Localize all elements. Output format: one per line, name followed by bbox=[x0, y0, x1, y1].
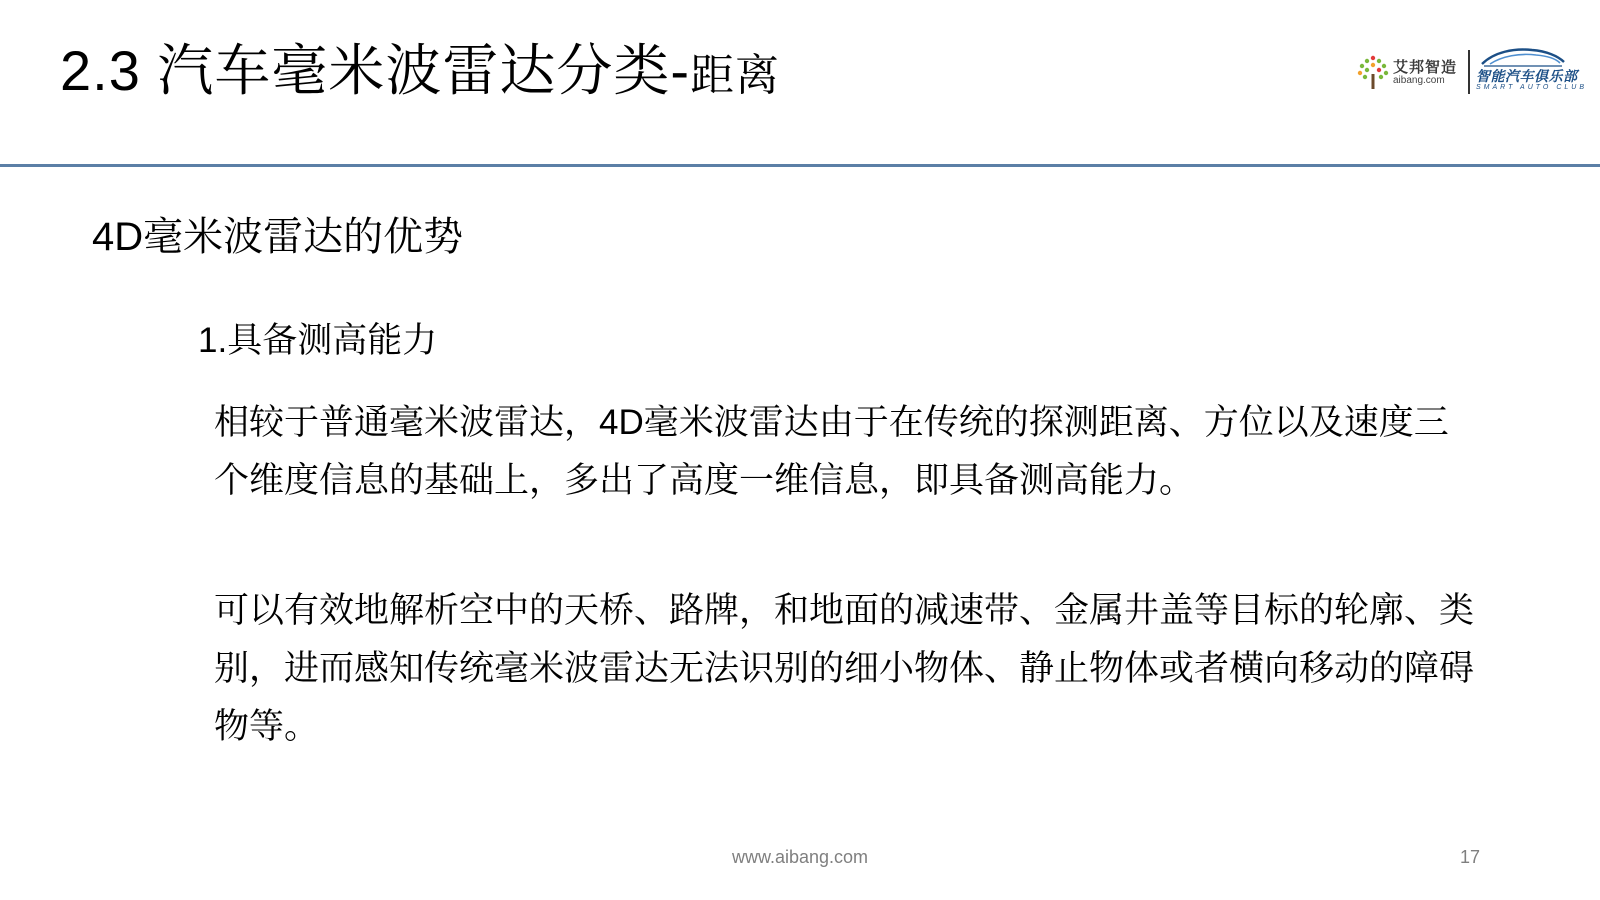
aibang-logo bbox=[1356, 54, 1468, 90]
slide-title-suffix: 距离 bbox=[690, 51, 781, 100]
paragraph-1: 相较于普通毫米波雷达，4D毫米波雷达由于在传统的探测距离、方位以及速度三个维度信息的基础上，多出了高度一维信息，即具备测高能力。 bbox=[214, 403, 1449, 500]
aibang-url: aibang.com bbox=[1393, 75, 1445, 86]
club-name: 智能汽车俱乐部 bbox=[1476, 68, 1578, 84]
aibang-name: 艾邦智造 bbox=[1393, 59, 1458, 76]
smart-auto-club-logo bbox=[1474, 46, 1587, 98]
page-number: 17 bbox=[1459, 847, 1480, 867]
slide-title bbox=[60, 36, 780, 111]
footer-url: www.aibang.com bbox=[731, 847, 869, 867]
header-logos bbox=[1356, 46, 1587, 98]
club-english-name: SMART AUTO CLUB bbox=[1476, 84, 1587, 91]
section-title: 4D毫米波雷达的优势 bbox=[92, 215, 464, 259]
slide-title-main: 2.3 汽车毫米波雷达分类- bbox=[60, 39, 691, 102]
point-title: 1.具备测高能力 bbox=[198, 321, 438, 360]
paragraph-2: 可以有效地解析空中的天桥、路牌，和地面的减速带、金属井盖等目标的轮廓、类别，进而感知传统毫米波雷达无法识别的细小物体、静止物体或者横向移动的障碍物等。 bbox=[214, 591, 1475, 746]
logo-divider bbox=[1468, 50, 1470, 94]
car-silhouette-icon bbox=[1480, 46, 1566, 68]
tree-icon bbox=[1356, 54, 1390, 90]
header-divider bbox=[0, 164, 1600, 167]
